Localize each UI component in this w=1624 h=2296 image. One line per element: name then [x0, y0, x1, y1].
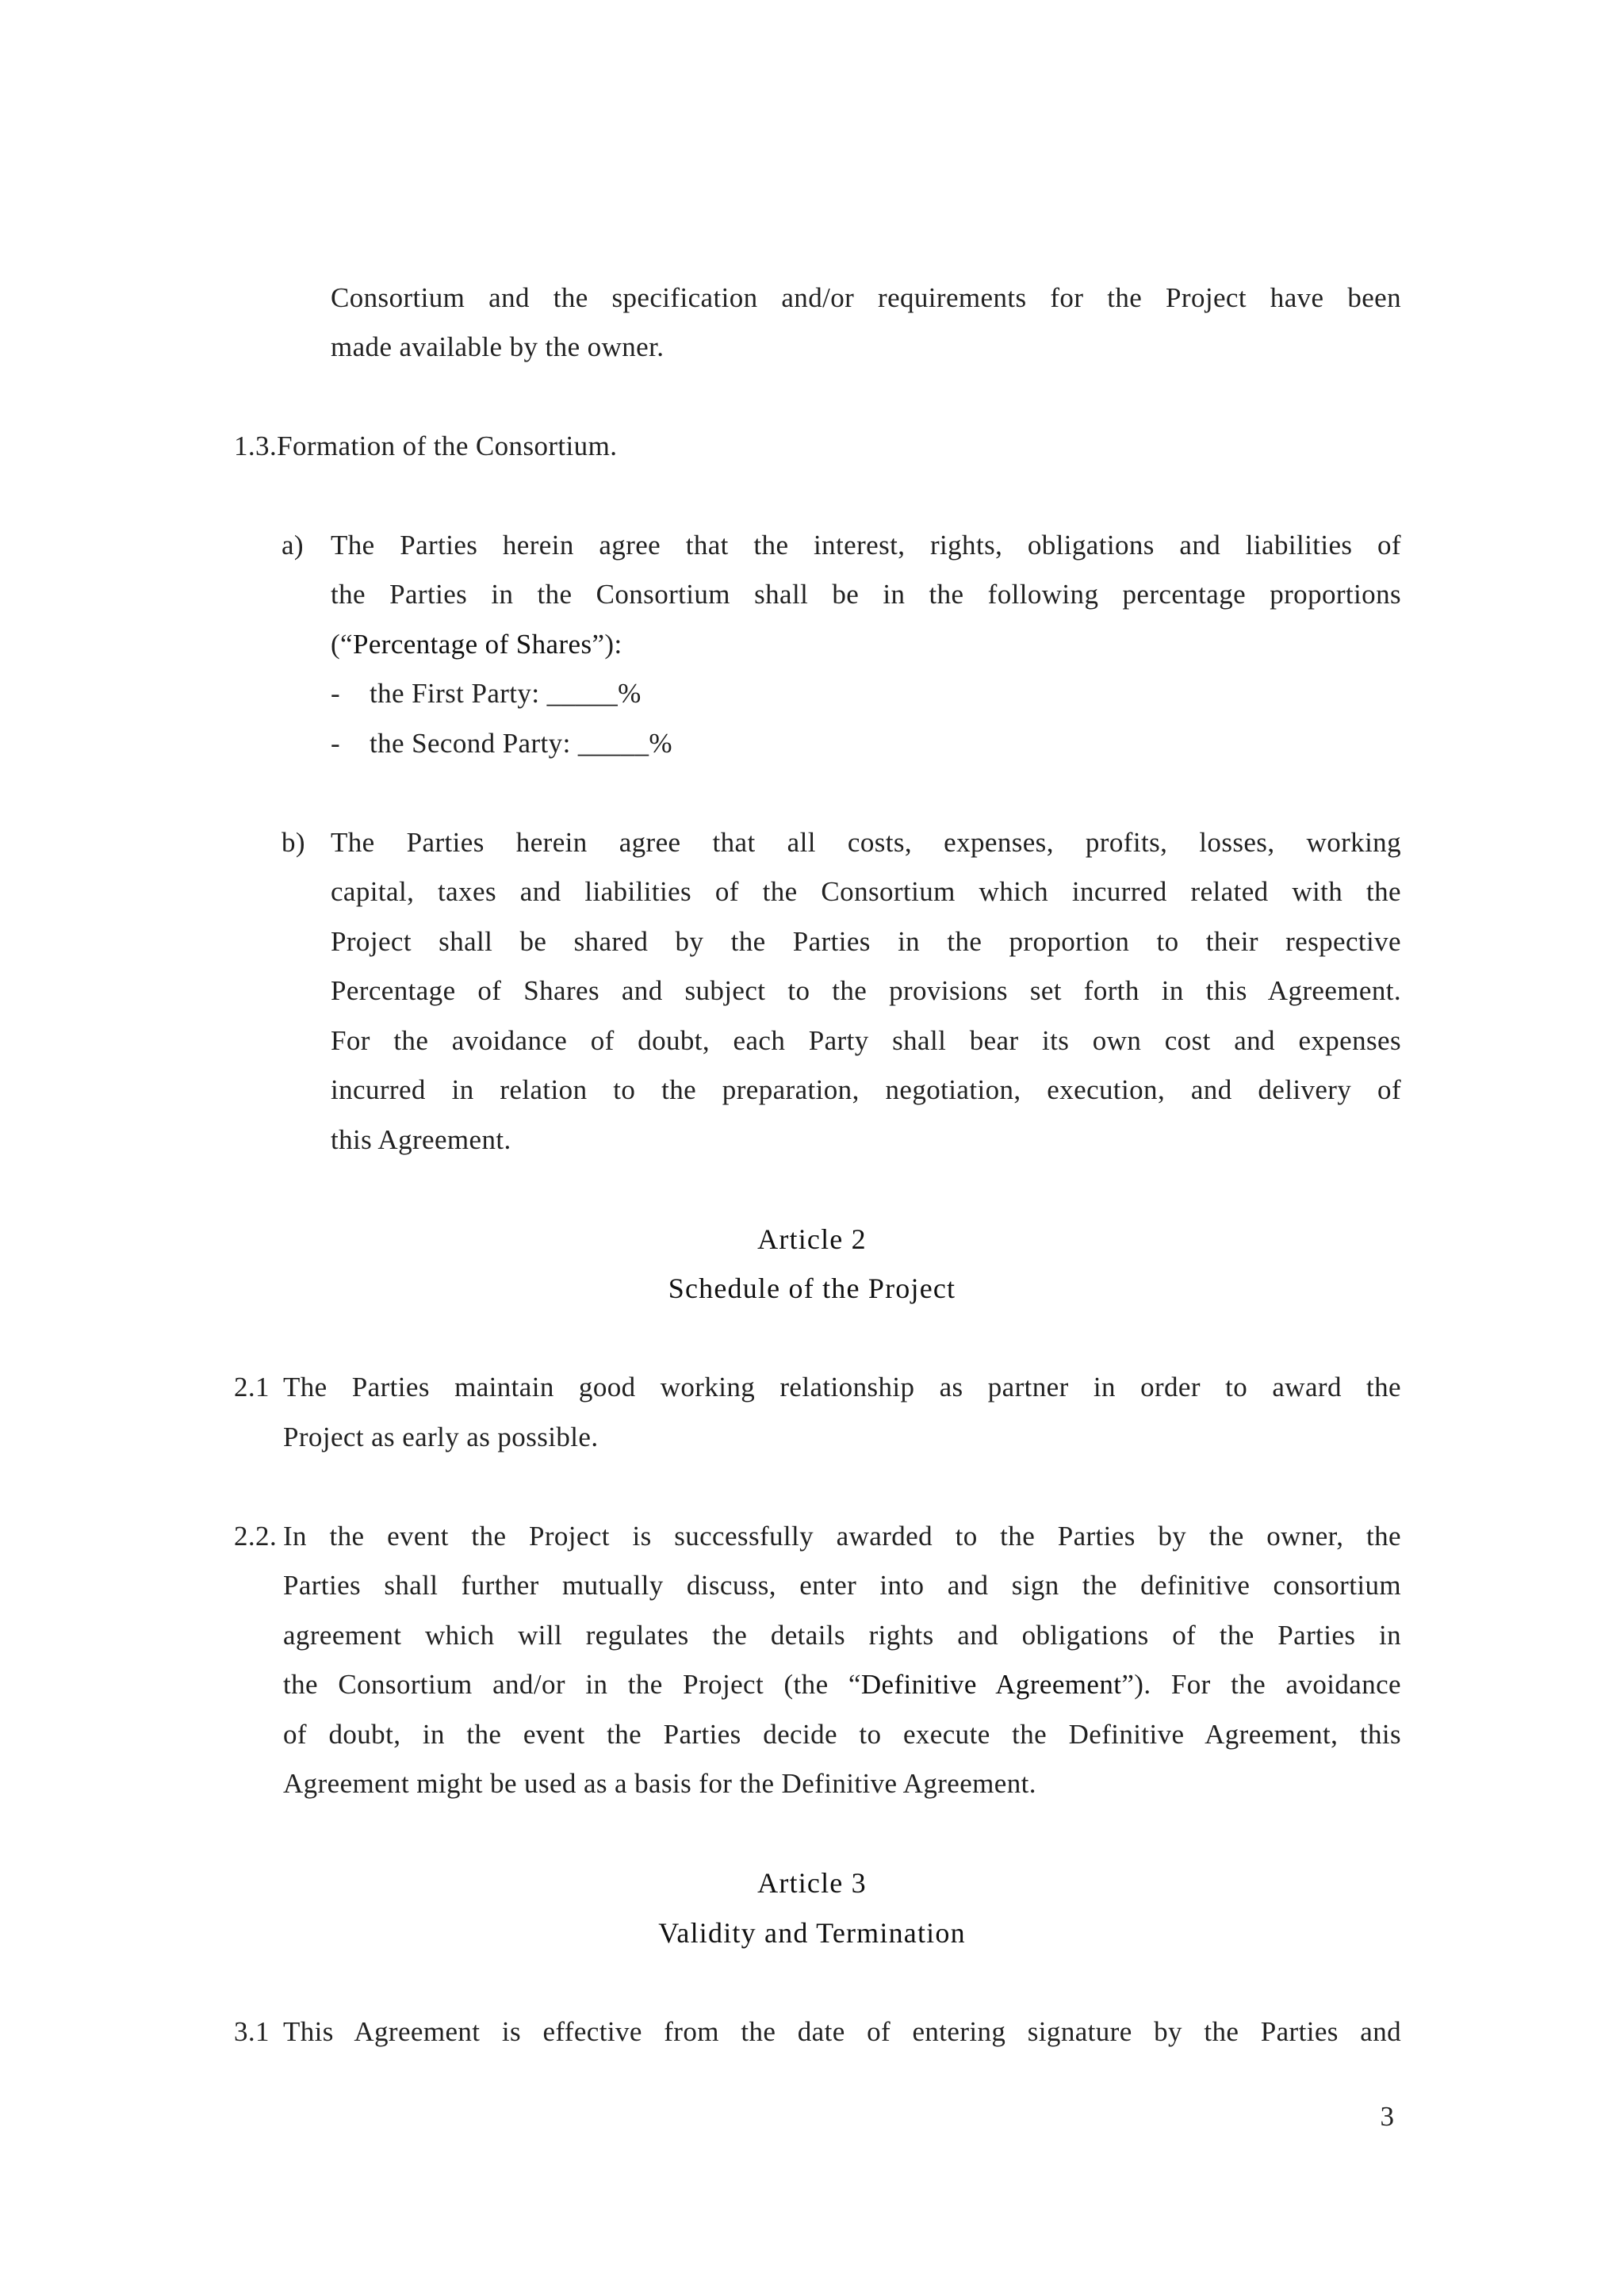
article-2-subheading: Schedule of the Project [668, 1272, 956, 1304]
body-text-line: The Parties herein agree that all costs, expenses, profits, losses, working [331, 827, 1401, 858]
body-text-line: Percentage of Shares and subject to the provisions set forth in this Agreement. [331, 975, 1401, 1006]
bullet-dash: - [331, 728, 341, 759]
body-text-line: the Consortium and/or in the Project (the “Definitive Agreement”). For the avoidance [283, 1669, 1401, 1700]
second-party-share-line: the Second Party: _____% [370, 728, 672, 759]
body-text-line: For the avoidance of doubt, each Party shall bear its own cost and expenses [331, 1025, 1401, 1056]
body-text-line: of doubt, in the event the Parties decide to execute the Definitive Agreement, this [283, 1719, 1401, 1750]
article-3-heading: Article 3 [757, 1867, 867, 1899]
page-number: 3 [1380, 2101, 1394, 2132]
body-text-line: This Agreement is effective from the date of entering signature by the Parties and [283, 2016, 1401, 2047]
body-text-line: this Agreement. [331, 1124, 511, 1155]
body-text-line: Parties shall further mutually discuss, enter into and sign the definitive consortium [283, 1570, 1401, 1601]
body-text-line: (“Percentage of Shares”): [331, 629, 622, 660]
body-text-line: the Parties in the Consortium shall be in the following percentage proportions [331, 579, 1401, 610]
bullet-dash: - [331, 678, 341, 709]
body-text-line: The Parties herein agree that the interest, rights, obligations and liabilities of [331, 530, 1401, 561]
defined-term: Definitive Agreement [860, 1669, 1122, 1700]
body-text-line: capital, taxes and liabilities of the Consortium which incurred related with the [331, 876, 1401, 907]
section-number: 2.2. [234, 1521, 278, 1552]
section-title: Formation of the Consortium. [277, 430, 618, 461]
section-number: 2.1 [234, 1372, 270, 1402]
first-party-share-line: the First Party: _____% [370, 678, 642, 709]
body-text-line: The Parties maintain good working relationship as partner in order to award the [283, 1372, 1401, 1402]
body-text-line: Project shall be shared by the Parties in the proportion to their respective [331, 926, 1401, 957]
body-text-line: incurred in relation to the preparation, negotiation, execution, and delivery of [331, 1074, 1401, 1105]
body-text-line: Agreement might be used as a basis for the Definitive Agreement. [283, 1768, 1036, 1799]
article-3-subheading: Validity and Termination [658, 1917, 966, 1949]
body-text-line: agreement which will regulates the details rights and obligations of the Parties in [283, 1620, 1401, 1651]
section-number: 1.3. [234, 430, 278, 461]
defined-term: Percentage of Shares [353, 629, 592, 660]
list-marker-b: b) [282, 827, 305, 858]
article-2-heading: Article 2 [757, 1223, 867, 1255]
section-number: 3.1 [234, 2016, 270, 2047]
body-text-line: made available by the owner. [331, 331, 665, 362]
list-marker-a: a) [282, 530, 304, 561]
body-text-line: In the event the Project is successfully awarded to the Parties by the owner, the [283, 1521, 1401, 1552]
section-1-3-heading [234, 429, 617, 464]
body-text-line: Consortium and the specification and/or requirements for the Project have been [331, 282, 1401, 313]
body-text-line: Project as early as possible. [283, 1422, 599, 1452]
